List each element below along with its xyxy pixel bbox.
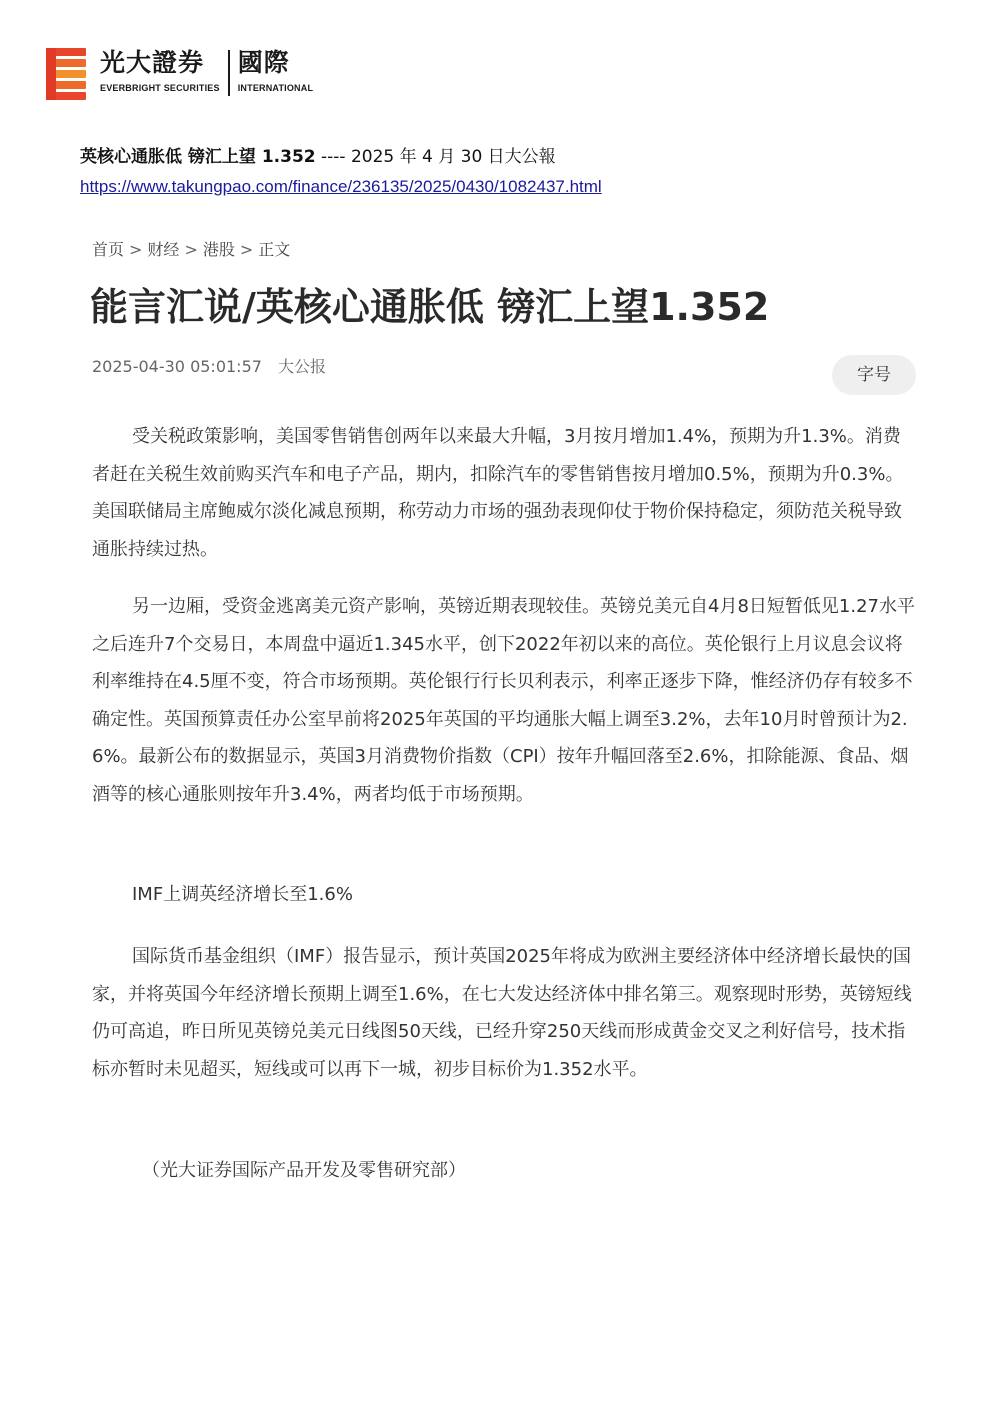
- article-source: 大公报: [277, 357, 326, 376]
- logo-intl-en: INTERNATIONAL: [237, 83, 314, 93]
- breadcrumb: [92, 239, 290, 261]
- breadcrumb-home[interactable]: 首页: [92, 240, 125, 259]
- logo-intl-cn: 國際: [237, 48, 290, 77]
- logo-mark-icon: [46, 48, 86, 100]
- company-logo: [46, 48, 313, 100]
- logo-name-en: EVERBRIGHT SECURITIES: [100, 83, 220, 93]
- paragraph: 受关税政策影响，美国零售销售创两年以来最大升幅，3月按月增加1.4%，预期为升1.3%。消费者赶在关税生效前购买汽车和电子产品，期内，扣除汽车的零售销售按月增加0.5%，预期为升0.3%。美国联储局主席鲍威尔淡化减息预期，称劳动力市场的强劲表现仰仗于物价保持稳定，须防范关税导致通胀持续过热。: [92, 426, 904, 560]
- source-url-link[interactable]: https://www.takungpao.com/finance/236135/2025/0430/1082437.html: [80, 177, 602, 196]
- source-title-headline: 英核心通胀低 镑汇上望 1.352: [80, 147, 316, 167]
- article-title: 能言汇说/英核心通胀低 镑汇上望1.352: [90, 285, 770, 329]
- breadcrumb-separator: >: [129, 240, 143, 259]
- paragraph: 另一边厢，受资金逃离美元资产影响，英镑近期表现较佳。英镑兑美元自4月8日短暂低见1.27水平之后连升7个交易日，本周盘中逼近1.345水平，创下2022年初以来的高位。英伦银行上月议息会议将利率维持在4.5厘不变，符合市场预期。英伦银行行长贝利表示，利率正逐步下降，惟经济仍存有较多不确定性。英国预算责任办公室早前将2025年英国的平均通胀大幅上调至3.2%，去年10月时曾预计为2.6%。最新公布的数据显示，英国3月消费物价指数（CPI）按年升幅回落至2.6%，扣除能源、食品、烟酒等的核心通胀则按年升3.4%，两者均低于市场预期。: [92, 596, 915, 805]
- font-size-button[interactable]: 字号: [832, 355, 916, 395]
- breadcrumb-article: 正文: [258, 240, 291, 259]
- source-title-date: ---- 2025 年 4 月 30 日大公報: [315, 147, 556, 167]
- section-subheading: IMF上调英经济增长至1.6%: [132, 884, 353, 905]
- source-title: [80, 146, 556, 168]
- breadcrumb-hk-stocks[interactable]: 港股: [202, 240, 235, 259]
- paragraph: 国际货币基金组织（IMF）报告显示，预计英国2025年将成为欧洲主要经济体中经济增长最快的国家，并将英国今年经济增长预期上调至1.6%，在七大发达经济体中排名第三。观察现时形势，英镑短线仍可高追，昨日所见英镑兑美元日线图50天线，已经升穿250天线而形成黄金交叉之利好信号，技术指标亦暂时未见超买，短线或可以再下一城，初步目标价为1.352水平。: [92, 946, 912, 1080]
- logo-name-cn: 光大證券: [100, 48, 205, 77]
- breadcrumb-finance[interactable]: 财经: [147, 240, 180, 259]
- breadcrumb-separator: >: [184, 240, 198, 259]
- article-footer-credit: （光大证券国际产品开发及零售研究部）: [142, 1160, 466, 1181]
- article-datetime: 2025-04-30 05:01:57: [92, 357, 262, 376]
- logo-divider: [228, 50, 230, 96]
- logo-text: [100, 48, 313, 96]
- breadcrumb-separator: >: [239, 240, 254, 259]
- article-meta: [92, 356, 326, 378]
